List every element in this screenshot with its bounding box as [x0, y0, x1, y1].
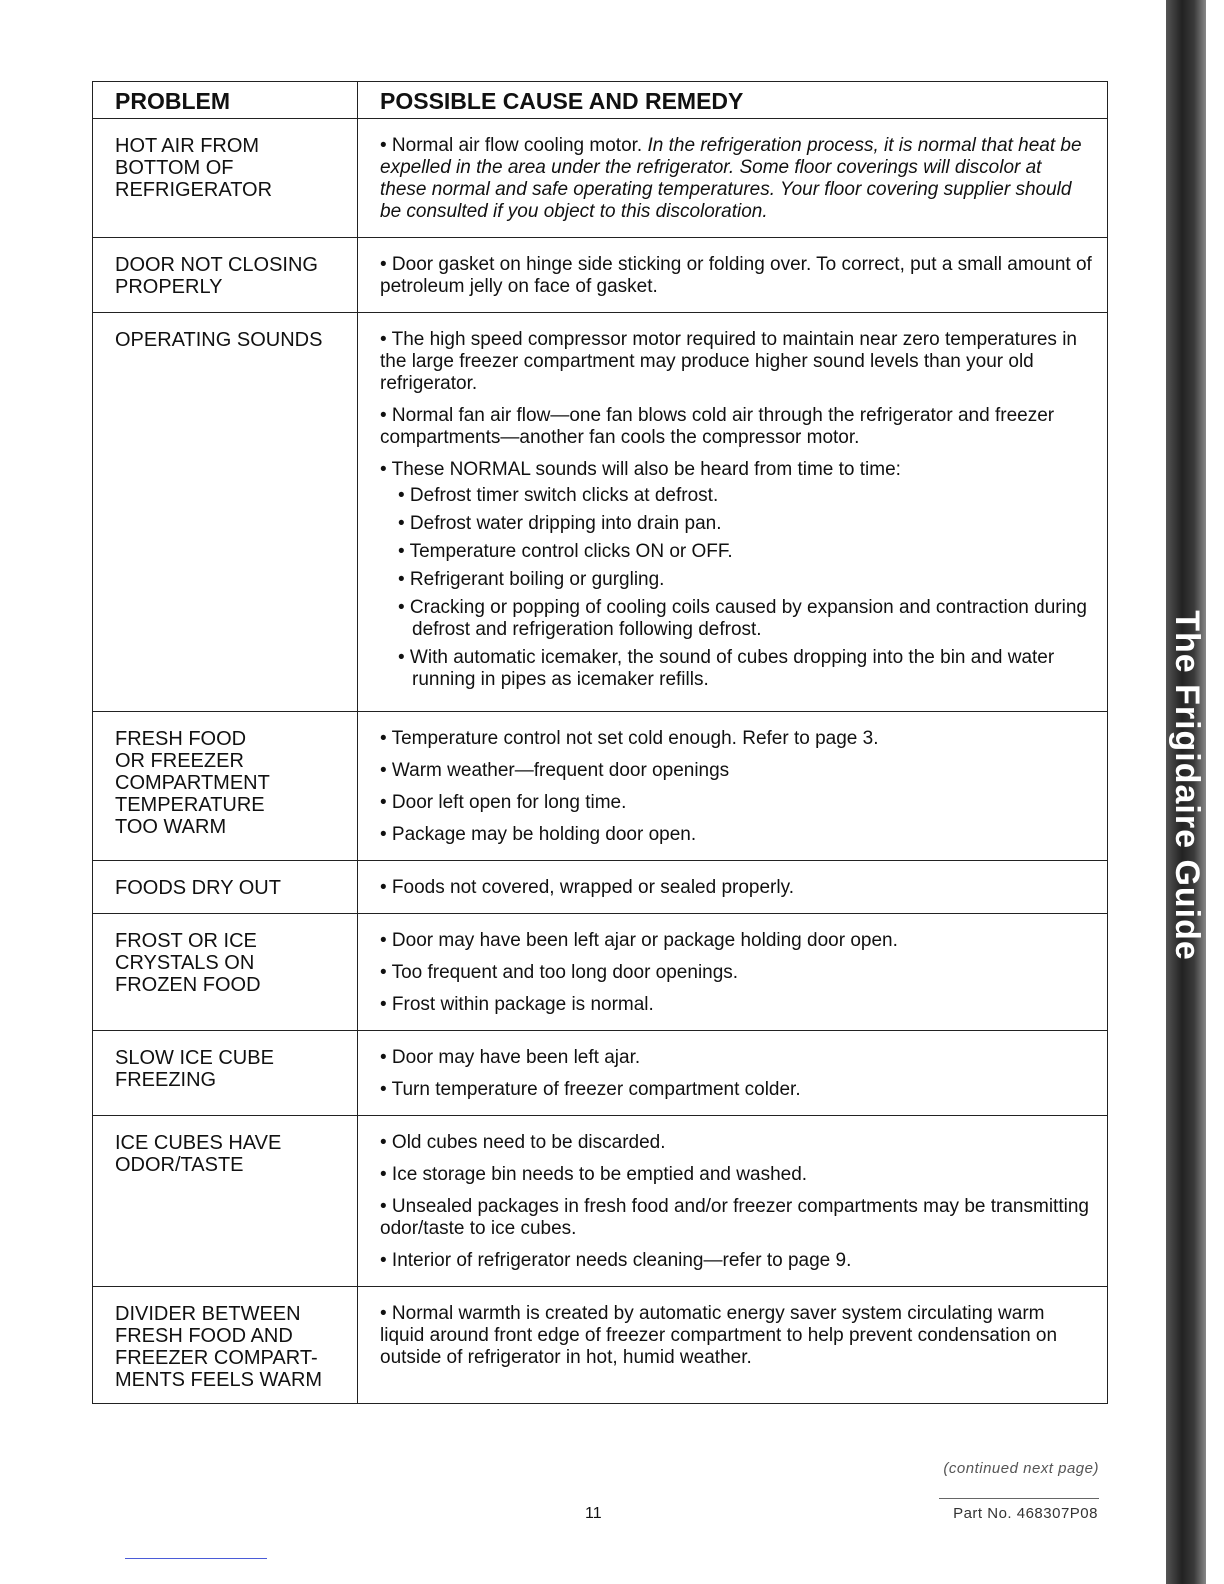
- remedy-item: • Ice storage bin needs to be emptied and washed.: [380, 1164, 808, 1185]
- table-row: [93, 238, 1107, 313]
- remedy-item: • Interior of refrigerator needs cleaning—refer to page 9.: [380, 1250, 852, 1271]
- problem-cell: FOODS DRY OUT: [93, 861, 358, 913]
- sub-list-item: • With automatic icemaker, the sound of cubes dropping into the bin and water running in pipes as icemaker refills.: [398, 647, 1055, 690]
- problem-cell: HOT AIR FROM BOTTOM OF REFRIGERATOR: [93, 119, 358, 237]
- remedy-subheading: • These NORMAL sounds will also be heard from time to time:: [380, 459, 901, 480]
- remedy-item: [380, 459, 1093, 691]
- normal-sounds-list: [380, 485, 1093, 691]
- remedy-item: • Frost within package is normal.: [380, 994, 654, 1015]
- problem-cell: FROST OR ICE CRYSTALS ON FROZEN FOOD: [93, 914, 358, 1030]
- page-number: 11: [585, 1505, 602, 1522]
- remedy-cell: [358, 238, 1107, 312]
- table-row: [93, 119, 1107, 238]
- sub-list-item: • Defrost timer switch clicks at defrost.: [398, 485, 719, 506]
- problem-cell: OPERATING SOUNDS: [93, 313, 358, 711]
- sub-list-item: • Cracking or popping of cooling coils caused by expansion and contraction during defrost and refrigeration following defrost.: [398, 597, 1087, 640]
- remedy-italic-text: In the refrigeration process, it is normal that heat be expelled in the area under the refrigerator. Some floor coverings will discolor at these normal and safe operating temperatures. Your floor covering supplier should be consulted if you object to this discoloration.: [380, 135, 1082, 222]
- remedy-cell: [358, 1287, 1107, 1403]
- problem-cell: FRESH FOOD OR FREEZER COMPARTMENT TEMPERATURE TOO WARM: [93, 712, 358, 860]
- remedy-cell: [358, 914, 1107, 1030]
- remedy-item: • Foods not covered, wrapped or sealed properly.: [380, 877, 794, 898]
- binding-text: The Frigidaire Guide: [1167, 609, 1206, 961]
- remedy-item: • Unsealed packages in fresh food and/or freezer compartments may be transmitting odor/taste to ice cubes.: [380, 1196, 1089, 1239]
- remedy-item: • Door may have been left ajar.: [380, 1047, 641, 1068]
- remedy-item: • Normal warmth is created by automatic energy saver system circulating warm liquid around front edge of freezer compartment to help prevent condensation on outside of refrigerator in hot, humid weather.: [380, 1303, 1058, 1368]
- continued-note: (continued next page): [943, 1460, 1099, 1477]
- remedy-column-header: POSSIBLE CAUSE AND REMEDY: [380, 88, 744, 114]
- sub-list-item: • Defrost water dripping into drain pan.: [398, 513, 722, 534]
- sub-list-item: • Refrigerant boiling or gurgling.: [398, 569, 665, 590]
- remedy-item: • Door left open for long time.: [380, 792, 627, 813]
- remedy-cell: [358, 119, 1107, 237]
- remedy-item: [380, 135, 1093, 223]
- problem-cell: SLOW ICE CUBE FREEZING: [93, 1031, 358, 1115]
- sub-list-item: • Temperature control clicks ON or OFF.: [398, 541, 733, 562]
- remedy-item: • Door may have been left ajar or package holding door open.: [380, 930, 898, 951]
- remedy-item: • Turn temperature of freezer compartment colder.: [380, 1079, 801, 1100]
- table-row: [93, 313, 1107, 712]
- remedy-cell: [358, 1116, 1107, 1286]
- problem-column-header: PROBLEM: [93, 82, 358, 118]
- table-row: [93, 861, 1107, 914]
- table-row: [93, 712, 1107, 861]
- part-number-rule: [939, 1498, 1099, 1499]
- table-row: [93, 1116, 1107, 1287]
- troubleshooting-table: [92, 81, 1108, 1404]
- remedy-text: • Normal air flow cooling motor.: [380, 135, 648, 156]
- part-number: Part No. 468307P08: [953, 1505, 1098, 1522]
- table-row: [93, 1287, 1107, 1403]
- bottom-rule: [125, 1558, 267, 1559]
- remedy-cell: [358, 861, 1107, 913]
- remedy-item: • Old cubes need to be discarded.: [380, 1132, 666, 1153]
- remedy-cell: [358, 712, 1107, 860]
- remedy-cell: [358, 313, 1107, 711]
- table-row: [93, 914, 1107, 1031]
- remedy-item: • Package may be holding door open.: [380, 824, 697, 845]
- problem-cell: DOOR NOT CLOSING PROPERLY: [93, 238, 358, 312]
- remedy-item: • The high speed compressor motor required to maintain near zero temperatures in the large freezer compartment may produce higher sound levels than your old refrigerator.: [380, 329, 1077, 394]
- problem-cell: ICE CUBES HAVE ODOR/TASTE: [93, 1116, 358, 1286]
- remedy-cell: [358, 1031, 1107, 1115]
- remedy-item: • Too frequent and too long door openings.: [380, 962, 739, 983]
- remedy-item: • Temperature control not set cold enough. Refer to page 3.: [380, 728, 879, 749]
- problem-cell: DIVIDER BETWEEN FRESH FOOD AND FREEZER COMPART- MENTS FEELS WARM: [93, 1287, 358, 1403]
- remedy-item: • Normal fan air flow—one fan blows cold air through the refrigerator and freezer compartments—another fan cools the compressor motor.: [380, 405, 1055, 448]
- remedy-item: • Warm weather—frequent door openings: [380, 760, 730, 781]
- remedy-item: • Door gasket on hinge side sticking or folding over. To correct, put a small amount of petroleum jelly on face of gasket.: [380, 254, 1092, 297]
- table-row: [93, 1031, 1107, 1116]
- table-header-row: [93, 82, 1107, 119]
